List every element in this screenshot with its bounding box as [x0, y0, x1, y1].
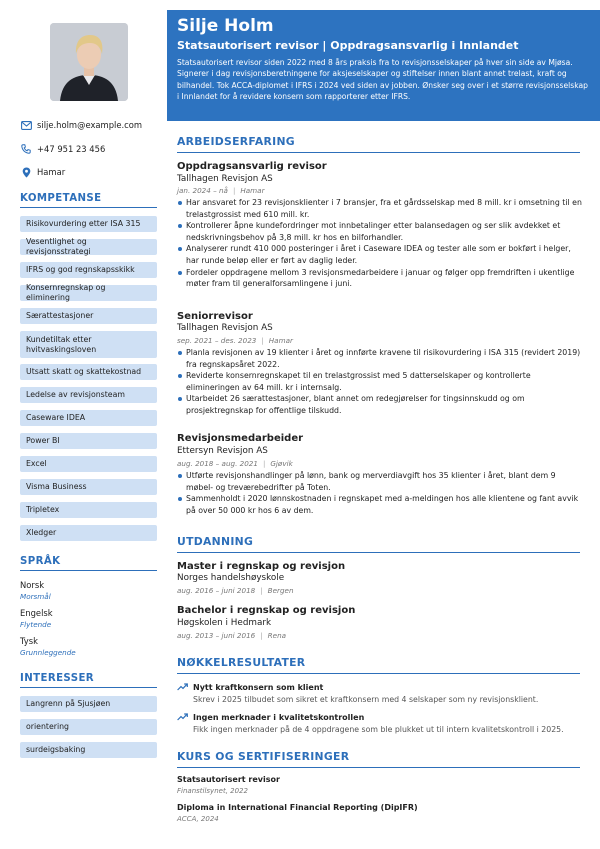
job-bullet: Utarbeidet 26 særattestasjoner, blant annet om redegjørelser for tingsinnskudd og om prosjektregnskap for offentlige tilskudd.	[177, 393, 582, 416]
job-bullet: Fordeler oppdragene mellom 3 revisjonsmedarbeidere i januar og følger opp fremdriften i ukentlige møter fram til generalforsamlingene i juni.	[177, 267, 582, 290]
language-level: Morsmål	[20, 592, 51, 601]
certification-meta: Finanstilsynet, 2022	[177, 787, 248, 795]
trend-up-icon	[177, 683, 188, 694]
job-bullets	[177, 197, 582, 290]
skill-tag: Risikovurdering etter ISA 315	[20, 216, 157, 232]
contact-email[interactable]	[20, 119, 160, 131]
job-dates: aug. 2018 – aug. 2021	[177, 459, 258, 468]
education-meta: aug. 2013 – juni 2016 | Rena	[177, 631, 287, 640]
profile-photo	[50, 23, 128, 101]
job-bullet: Har ansvaret for 23 revisjonsklienter i 7 bransjer, fra et gårdsselskap med 8 mill. kr i omsetning til en trelastgrossist med 610 mill. kr.	[177, 197, 582, 220]
skill-tag: Særattestasjoner	[20, 308, 157, 324]
achievement-title: Ingen merknader i kvalitetskontrollen	[193, 713, 365, 722]
interest-tag: surdeigsbaking	[20, 742, 157, 758]
envelope-icon	[20, 119, 32, 131]
education-location: Rena	[267, 631, 287, 640]
job-bullet: Planla revisjonen av 19 klienter i året og innførte kravene til risikovurdering i ISA 315 (revidert 2019) fra regnskapsåret 2022.	[177, 347, 582, 370]
language-name: Norsk	[20, 580, 45, 590]
achievement-item	[177, 682, 582, 706]
skill-tag: Kundetiltak etter hvitvaskingsloven	[20, 331, 157, 358]
job-dates: sep. 2021 – des. 2023	[177, 336, 257, 345]
interest-tag: orientering	[20, 719, 157, 735]
job-location: Gjøvik	[270, 459, 293, 468]
job-location: Hamar	[268, 336, 293, 345]
skill-tag: Caseware IDEA	[20, 410, 157, 426]
skill-tag: Power BI	[20, 433, 157, 449]
language-level: Grunnleggende	[20, 648, 76, 657]
profile-summary: Statsautorisert revisor siden 2022 med 8 års praksis fra to revisjonsselskaper på hver sin side av Mjøsa. Signerer i dag revisjonsberetningene for aksjeselskaper og stiftelser innen blant annet trelast, kraft og bilhandel. Tok ACCA-diplomet i IFRS i 2024 ved siden av jobben. Ønsker seg over i et større revisjonsselskap i Innlandet for å revidere konsern som rapporterer etter IFRS.	[177, 58, 588, 102]
achievement-desc: Fikk ingen merknader på de 4 oppdragene som ble plukket ut til intern kvalitetskontroll i 2025.	[193, 725, 564, 734]
certification-meta: ACCA, 2024	[177, 815, 219, 823]
job-location: Hamar	[240, 186, 265, 195]
job-title: Oppdragsansvarlig revisor	[177, 161, 327, 172]
person-name: Silje Holm	[177, 16, 274, 36]
job-bullet: Analyserer rundt 410 000 posteringer i året i Caseware IDEA og tester alle som er bokført i helger, har runde beløp eller er ført av daglig leder.	[177, 243, 582, 266]
job-meta: jan. 2024 – nå | Hamar	[177, 186, 265, 195]
job-bullet: Kontrollerer åpne kundefordringer mot innbetalinger etter balansedagen og ser slik avdekket et nedskrivningsbehov på 3,8 mill. kr hos en bilforhandler.	[177, 220, 582, 243]
degree-title: Bachelor i regnskap og revisjon	[177, 605, 356, 616]
phone-text: +47 951 23 456	[37, 144, 106, 154]
skill-tag: Ledelse av revisjonsteam	[20, 387, 157, 403]
job-dates: jan. 2024 – nå	[177, 186, 228, 195]
job-bullet: Utførte revisjonshandlinger på lønn, bank og merverdiavgift hos 35 klienter i året, blant dem 9 møbel- og treværebedrifter på Toten.	[177, 470, 582, 493]
school-name: Høgskolen i Hedmark	[177, 618, 272, 628]
job-meta: aug. 2018 – aug. 2021 | Gjøvik	[177, 459, 293, 468]
contact-phone[interactable]	[20, 143, 160, 155]
skill-tag: Vesentlighet og revisjonsstrategi	[20, 239, 157, 255]
skill-tag: Visma Business	[20, 479, 157, 495]
achievement-desc: Skrev i 2025 tilbudet som sikret et kraftkonsern med 4 selskaper som ny revisjonsklient.	[193, 695, 539, 704]
job-meta: sep. 2021 – des. 2023 | Hamar	[177, 336, 293, 345]
skill-tag: Konsernregnskap og eliminering	[20, 285, 157, 301]
skill-tag: Excel	[20, 456, 157, 472]
language-level: Flytende	[20, 620, 52, 629]
education-dates: aug. 2013 – juni 2016	[177, 631, 256, 640]
person-title: Statsautorisert revisor | Oppdragsansvarlig i Innlandet	[177, 39, 519, 52]
skill-tag: Tripletex	[20, 502, 157, 518]
job-bullets	[177, 347, 582, 417]
certification-name: Statsautorisert revisor	[177, 775, 280, 784]
phone-icon	[20, 143, 32, 155]
interests-heading: INTERESSER	[20, 673, 157, 688]
achievement-title: Nytt kraftkonsern som klient	[193, 683, 324, 692]
education-meta: aug. 2016 – juni 2018 | Bergen	[177, 586, 294, 595]
job-title: Revisjonsmedarbeider	[177, 433, 304, 444]
certifications-heading: KURS OG SERTIFISERINGER	[177, 750, 580, 768]
education-dates: aug. 2016 – juni 2018	[177, 586, 256, 595]
profile-header	[167, 10, 600, 121]
job-bullet: Reviderte konsernregnskapet til en trelastgrossist med 5 datterselskaper og kontrollerte elimineringen av 64 mill. kr i internsalg.	[177, 370, 582, 393]
skill-tag: Xledger	[20, 525, 157, 541]
certification-name: Diploma in International Financial Reporting (DipIFR)	[177, 803, 418, 812]
education-heading: UTDANNING	[177, 535, 580, 553]
education-location: Bergen	[267, 586, 294, 595]
job-bullets	[177, 470, 582, 516]
experience-heading: ARBEIDSERFARING	[177, 135, 580, 153]
job-bullet: Sammenholdt i 2020 lønnskostnaden i regnskapet med a-meldingen hos alle klientene og fant avvik på over 50 000 kr hos 6 av dem.	[177, 493, 582, 516]
job-company: Tallhagen Revisjon AS	[177, 323, 273, 333]
achievement-item	[177, 712, 582, 736]
skills-heading: KOMPETANSE	[20, 193, 157, 208]
job-title: Seniorrevisor	[177, 311, 253, 322]
email-text: silje.holm@example.com	[37, 120, 143, 130]
language-name: Engelsk	[20, 608, 53, 618]
job-company: Tallhagen Revisjon AS	[177, 174, 273, 184]
trend-up-icon	[177, 713, 188, 724]
interest-tag: Langrenn på Sjusjøen	[20, 696, 157, 712]
contact-location	[20, 166, 160, 178]
school-name: Norges handelshøyskole	[177, 573, 285, 583]
achievements-heading: NØKKELRESULTATER	[177, 656, 580, 674]
location-text: Hamar	[37, 167, 66, 177]
languages-heading: SPRÅK	[20, 556, 157, 571]
language-name: Tysk	[20, 636, 38, 646]
skill-tag: IFRS og god regnskapsskikk	[20, 262, 157, 278]
skill-tag: Utsatt skatt og skattekostnad	[20, 364, 157, 380]
map-pin-icon	[20, 166, 32, 178]
degree-title: Master i regnskap og revisjon	[177, 561, 346, 572]
job-company: Ettersyn Revisjon AS	[177, 446, 268, 456]
